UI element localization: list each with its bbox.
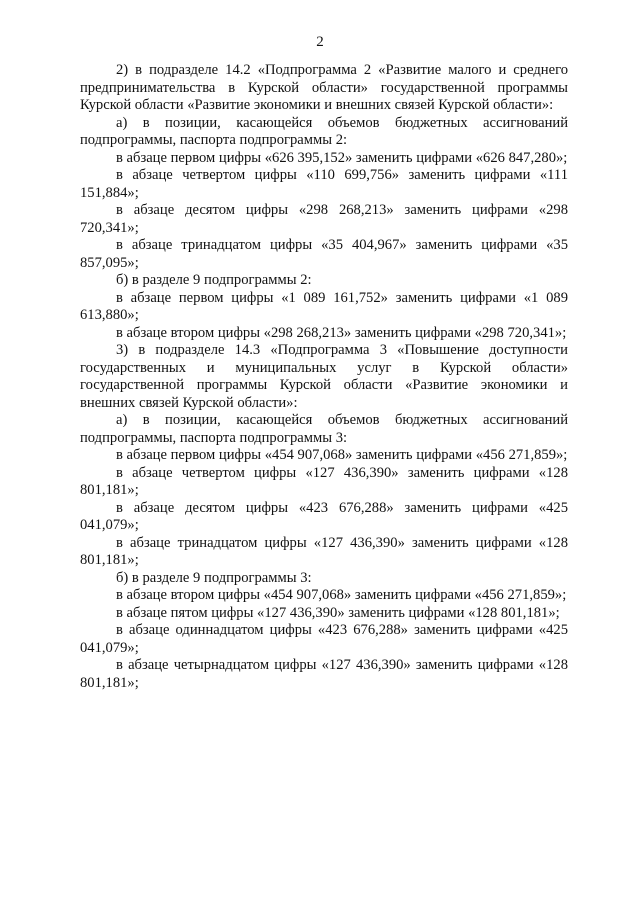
document-body: [80, 62, 568, 692]
paragraph: в абзаце тринадцатом цифры «35 404,967» заменить цифрами «35 857,095»;: [80, 237, 568, 271]
paragraph: в абзаце тринадцатом цифры «127 436,390» заменить цифрами «128 801,181»;: [80, 534, 568, 568]
paragraph: в абзаце четвертом цифры «127 436,390» заменить цифрами «128 801,181»;: [80, 464, 568, 498]
paragraph: б) в разделе 9 подпрограммы 3:: [116, 569, 312, 586]
paragraph: в абзаце первом цифры «454 907,068» заменить цифрами «456 271,859»;: [116, 447, 568, 463]
paragraph: в абзаце пятом цифры «127 436,390» заменить цифрами «128 801,181»;: [116, 604, 560, 621]
paragraph: в абзаце десятом цифры «298 268,213» заменить цифрами «298 720,341»;: [80, 202, 568, 236]
paragraph: в абзаце втором цифры «454 907,068» заменить цифрами «456 271,859»;: [116, 587, 567, 603]
paragraph: в абзаце десятом цифры «423 676,288» заменить цифрами «425 041,079»;: [80, 499, 568, 533]
paragraph: в абзаце одиннадцатом цифры «423 676,288» заменить цифрами «425 041,079»;: [80, 622, 568, 656]
paragraph: в абзаце первом цифры «1 089 161,752» заменить цифрами «1 089 613,880»;: [80, 289, 568, 323]
paragraph: б) в разделе 9 подпрограммы 2:: [116, 272, 312, 288]
paragraph: а) в позиции, касающейся объемов бюджетных ассигнований подпрограммы, паспорта подпрограммы 2:: [80, 114, 568, 148]
paragraph: в абзаце четвертом цифры «110 699,756» заменить цифрами «111 151,884»;: [80, 167, 568, 201]
paragraph: а) в позиции, касающейся объемов бюджетных ассигнований подпрограммы, паспорта подпрограммы 3:: [80, 412, 568, 446]
paragraph: 2) в подразделе 14.2 «Подпрограмма 2 «Развитие малого и среднего предпринимательства в Курской области» государственной программы Курской области «Развитие экономики и внешних связей Курской области»:: [80, 62, 568, 113]
paragraph: в абзаце втором цифры «298 268,213» заменить цифрами «298 720,341»;: [116, 324, 567, 341]
paragraph: 3) в подразделе 14.3 «Подпрограмма 3 «Повышение доступности государственных и муниципальных услуг в Курской области» государственной программы Курской области «Развитие экономики и внешних связей Курской области»:: [80, 342, 568, 411]
paragraph: в абзаце первом цифры «626 395,152» заменить цифрами «626 847,280»;: [116, 149, 568, 166]
page-number: 2: [316, 34, 324, 50]
paragraph: в абзаце четырнадцатом цифры «127 436,390» заменить цифрами «128 801,181»;: [80, 657, 568, 691]
